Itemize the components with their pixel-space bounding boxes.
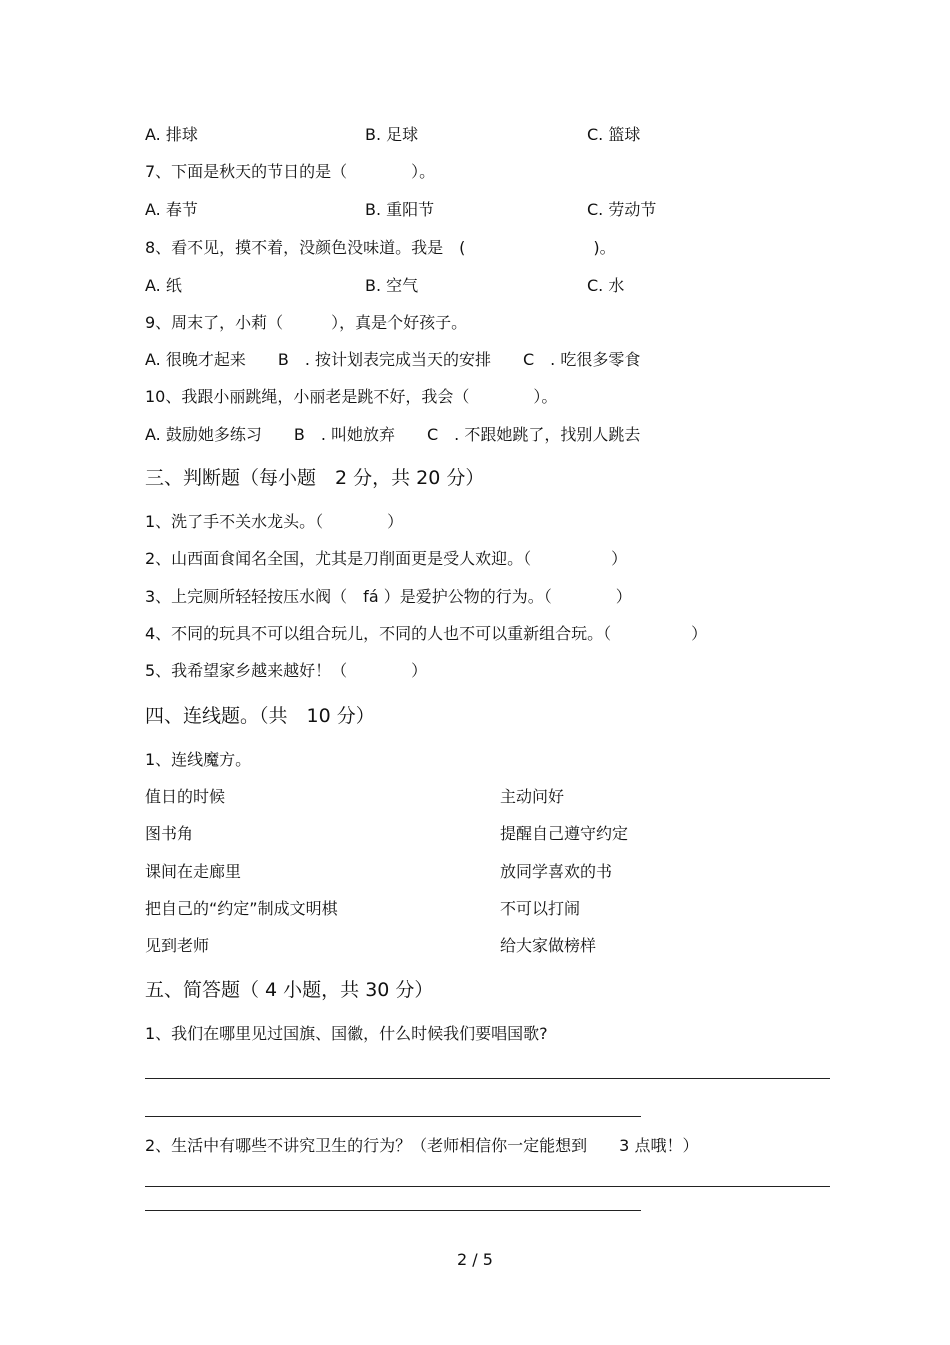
section3-title: 三、判断题（每小题 2 分，共 20 分） [145, 467, 485, 489]
q10-options: A. 鼓励她多练习 B . 叫她放弃 C . 不跟她跳了，找别人跳去 [145, 425, 641, 444]
section3-item-3: 3、上完厕所轻轻按压水阀（ fá ）是爱护公物的行为。（ ） [145, 587, 632, 606]
q8-option-c: C. 水 [587, 276, 625, 295]
q8-question: 8、看不见，摸不着，没颜色没味道。我是 ( )。 [145, 238, 616, 257]
q7-option-c: C. 劳动节 [587, 200, 657, 219]
match-right-4: 不可以打闹 [500, 899, 581, 918]
q8-option-b: B. 空气 [365, 276, 419, 295]
section5-q2: 2、生活中有哪些不讲究卫生的行为？（老师相信你一定能想到 3 点哦！） [145, 1136, 699, 1155]
answer-line-q2-1 [145, 1186, 830, 1187]
q9-options: A. 很晚才起来 B . 按计划表完成当天的安排 C . 吃很多零食 [145, 350, 641, 369]
q9-question: 9、周末了，小莉（ ），真是个好孩子。 [145, 313, 468, 332]
section3-item-2: 2、山西面食闻名全国，尤其是刀削面更是受人欢迎。（ ） [145, 549, 628, 568]
answer-line-q1-2 [145, 1116, 641, 1117]
q6-option-c: C. 篮球 [587, 125, 641, 144]
section3-item-4: 4、不同的玩具不可以组合玩儿，不同的人也不可以重新组合玩。（ ） [145, 624, 708, 643]
section4-title: 四、连线题。（共 10 分） [145, 705, 375, 727]
q10-question: 10、我跟小丽跳绳，小丽老是跳不好，我会（ ）。 [145, 387, 558, 406]
q7-option-b: B. 重阳节 [365, 200, 435, 219]
answer-line-q2-2 [145, 1210, 641, 1211]
match-left-2: 图书角 [145, 824, 194, 843]
q8-option-a: A. 纸 [145, 276, 182, 295]
section5-title: 五、简答题（ 4 小题，共 30 分） [145, 979, 434, 1001]
answer-line-q1-1 [145, 1078, 830, 1079]
section4-question: 1、连线魔方。 [145, 750, 252, 769]
match-right-5: 给大家做榜样 [500, 936, 597, 955]
page-number: 2 / 5 [457, 1250, 493, 1269]
section3-item-5: 5、我希望家乡越来越好！（ ） [145, 661, 428, 680]
q7-option-a: A. 春节 [145, 200, 198, 219]
q7-question: 7、下面是秋天的节日的是（ ）。 [145, 162, 436, 181]
q6-option-b: B. 足球 [365, 125, 419, 144]
match-left-3: 课间在走廊里 [145, 862, 242, 881]
match-left-1: 值日的时候 [145, 787, 226, 806]
q6-option-a: A. 排球 [145, 125, 198, 144]
match-right-1: 主动问好 [500, 787, 565, 806]
match-left-5: 见到老师 [145, 936, 210, 955]
match-right-2: 提醒自己遵守约定 [500, 824, 629, 843]
match-right-3: 放同学喜欢的书 [500, 862, 613, 881]
section5-q1: 1、我们在哪里见过国旗、国徽，什么时候我们要唱国歌? [145, 1024, 548, 1043]
section3-item-1: 1、洗了手不关水龙头。（ ） [145, 512, 404, 531]
match-left-4: 把自己的“约定”制成文明棋 [145, 899, 338, 918]
